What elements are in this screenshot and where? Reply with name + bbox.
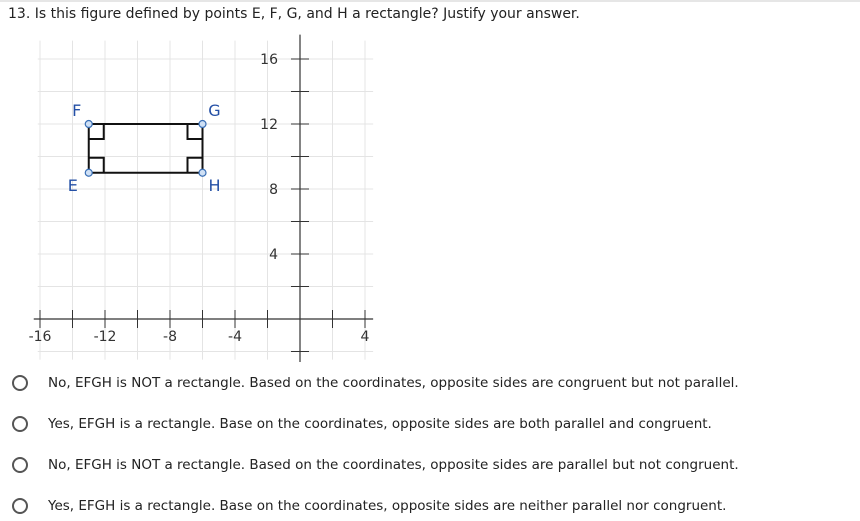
x-tick-label: -4 [228,329,242,345]
question-text: 13. Is this figure defined by points E, F, G, and H a rectangle? Justify your answer. [8,6,580,22]
coordinate-graph [0,0,400,362]
radio-button[interactable] [12,498,28,514]
point-label-f: F [72,101,82,120]
x-tick-label: -16 [28,329,52,345]
answer-option-3[interactable] [12,454,739,476]
answer-option-4[interactable] [12,495,726,517]
rectangle-outline [89,124,203,173]
x-tick-label: -8 [163,329,177,345]
rectangle-efgh [89,124,203,173]
point-h [199,169,206,176]
graph-axes [34,35,373,362]
point-g [199,121,206,128]
point-e [85,169,92,176]
answer-option-label: No, EFGH is NOT a rectangle. Based on the coordinates, opposite sides are parallel but not congruent. [48,457,739,473]
point-label-h: H [208,175,221,195]
y-tick-label: 16 [260,52,278,68]
x-tick-label: 4 [360,329,370,345]
radio-button[interactable] [12,416,28,432]
answer-option-label: Yes, EFGH is a rectangle. Base on the coordinates, opposite sides are neither parallel nor congruent. [48,498,727,514]
point-f [85,121,92,128]
y-tick-label: 4 [269,247,278,263]
point-label-g: G [208,101,221,120]
radio-button[interactable] [12,375,28,391]
radio-button[interactable] [12,457,28,473]
x-tick-label: -12 [93,329,117,345]
point-label-e: E [67,175,78,195]
y-tick-label: 12 [260,117,278,133]
answer-option-label: Yes, EFGH is a rectangle. Base on the coordinates, opposite sides are both parallel and congruent. [48,416,712,432]
graph-labels [29,52,370,345]
graph-grid [38,41,373,360]
answer-option-label: No, EFGH is NOT a rectangle. Based on the coordinates, opposite sides are congruent but not parallel. [48,375,739,391]
y-tick-label: 8 [269,182,278,198]
answer-option-2[interactable] [12,413,712,435]
answer-option-1[interactable] [12,372,739,394]
